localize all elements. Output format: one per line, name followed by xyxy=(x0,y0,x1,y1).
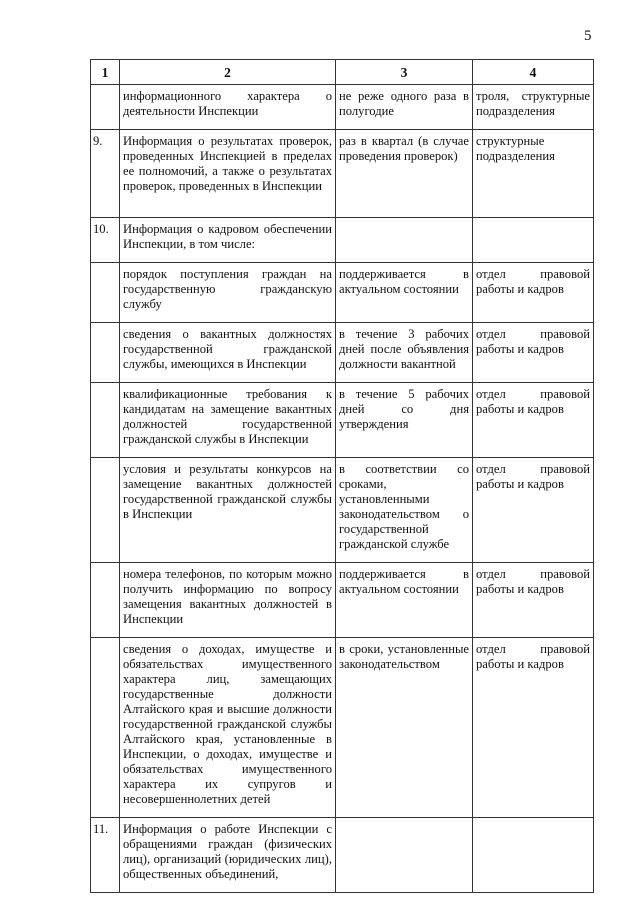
information-table xyxy=(90,59,594,893)
table-row xyxy=(91,85,594,130)
row-number xyxy=(91,323,120,383)
page-number: 5 xyxy=(584,28,592,44)
info-responsible: структурные подразделения xyxy=(473,130,594,218)
info-description: сведения о доходах, имуществе и обязательствах имущественного характера лиц, замещающих государственные должности Алтайского края и высшие должности государственной гражданской службы Алтайского края, установленные в Инспекции, о доходах, имуществе и обязательствах имущественного характера их супругов и несовершеннолетних детей xyxy=(120,638,336,818)
info-responsible: отдел правовой работы и кадров xyxy=(473,458,594,563)
info-description: информационного характера о деятельности Инспекции xyxy=(120,85,336,130)
info-description: Информация о работе Инспекции с обращениями граждан (физических лиц), организаций (юридических лиц), общественных объединений, xyxy=(120,818,336,893)
info-description: номера телефонов, по которым можно получить информацию по вопросу замещения вакантных должностей в Инспекции xyxy=(120,563,336,638)
info-description: порядок поступления граждан на государственную гражданскую службу xyxy=(120,263,336,323)
row-number xyxy=(91,383,120,458)
info-deadline: в течение 5 рабочих дней со дня утверждения xyxy=(336,383,473,458)
row-number xyxy=(91,563,120,638)
info-responsible: отдел правовой работы и кадров xyxy=(473,323,594,383)
row-number: 9. xyxy=(91,130,120,218)
header-col-2: 2 xyxy=(120,60,336,85)
info-deadline: не реже одного раза в полугодие xyxy=(336,85,473,130)
header-col-3: 3 xyxy=(336,60,473,85)
table-row xyxy=(91,130,594,218)
table-header-row xyxy=(91,60,594,85)
info-responsible xyxy=(473,818,594,893)
info-deadline: поддерживается в актуальном состоянии xyxy=(336,563,473,638)
info-deadline xyxy=(336,218,473,263)
info-deadline xyxy=(336,818,473,893)
info-deadline: раз в квартал (в случае проведения проверок) xyxy=(336,130,473,218)
info-deadline: поддерживается в актуальном состоянии xyxy=(336,263,473,323)
info-description: Информация о результатах проверок, проведенных Инспекцией в пределах ее полномочий, а также о результатах проверок, проведенных в Инспекции xyxy=(120,130,336,218)
info-responsible: троля, структурные подразделения xyxy=(473,85,594,130)
table-row xyxy=(91,638,594,818)
table-row xyxy=(91,563,594,638)
header-col-1: 1 xyxy=(91,60,120,85)
row-number xyxy=(91,638,120,818)
table-row xyxy=(91,383,594,458)
info-deadline: в течение 3 рабочих дней после объявления должности вакантной xyxy=(336,323,473,383)
header-col-4: 4 xyxy=(473,60,594,85)
info-description: Информация о кадровом обеспечении Инспекции, в том числе: xyxy=(120,218,336,263)
info-responsible xyxy=(473,218,594,263)
info-deadline: в соответствии со сроками, установленными законодательством о государственной гражданской службе xyxy=(336,458,473,563)
info-description: сведения о вакантных должностях государственной гражданской службы, имеющихся в Инспекции xyxy=(120,323,336,383)
row-number: 11. xyxy=(91,818,120,893)
info-responsible: отдел правовой работы и кадров xyxy=(473,383,594,458)
row-number: 10. xyxy=(91,218,120,263)
table-row xyxy=(91,323,594,383)
info-description: квалификационные требования к кандидатам на замещение вакантных должностей государственной гражданской службы в Инспекции xyxy=(120,383,336,458)
table-row xyxy=(91,263,594,323)
info-responsible: отдел правовой работы и кадров xyxy=(473,263,594,323)
info-responsible: отдел правовой работы и кадров xyxy=(473,563,594,638)
info-deadline: в сроки, установленные законодательством xyxy=(336,638,473,818)
table-row xyxy=(91,818,594,893)
info-responsible: отдел правовой работы и кадров xyxy=(473,638,594,818)
row-number xyxy=(91,458,120,563)
row-number xyxy=(91,263,120,323)
table-row xyxy=(91,218,594,263)
table-row xyxy=(91,458,594,563)
info-description: условия и результаты конкурсов на замещение вакантных должностей государственной гражданской службы в Инспекции xyxy=(120,458,336,563)
row-number xyxy=(91,85,120,130)
